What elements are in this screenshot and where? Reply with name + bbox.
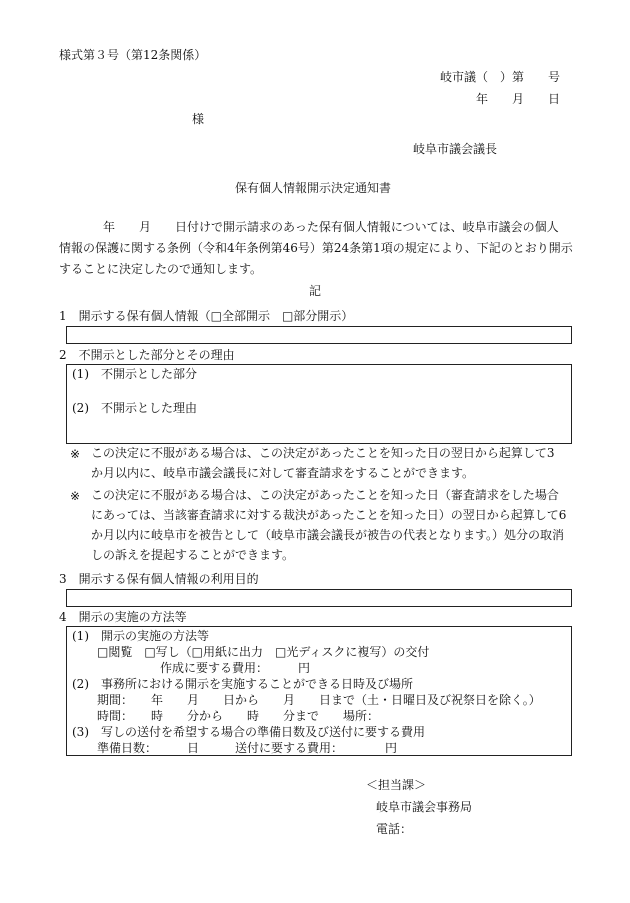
addressee-sama: 様: [192, 112, 205, 126]
section-4-line: (1) 開示の実施の方法等: [72, 629, 209, 643]
intro-line-1: 年 月 日付けで開示請求のあった保有個人情報については、岐阜市議会の個人: [103, 220, 559, 234]
note-2-line-3: か月以内に岐阜市を被告として（岐阜市議会議長が被告の代表となります。）処分の取消: [91, 528, 565, 542]
note-2-line-4: しの訴えを提起することができます。: [91, 548, 295, 562]
note-1-line-1: この決定に不服がある場合は、この決定があったことを知った日の翌日から起算して3: [91, 446, 555, 460]
note-1-line-2: か月以内に、岐阜市議会議長に対して審査請求をすることができます。: [91, 466, 475, 480]
note-2-line-2: にあっては、当該審査請求に対する裁決があったことを知った日）の翌日から起算して6: [91, 508, 567, 522]
document-number: 岐市議（ ）第 号: [440, 70, 561, 84]
contact-office: 岐阜市議会事務局: [376, 800, 473, 814]
section-3-box: [66, 589, 572, 607]
section-2-item-1: (1) 不開示とした部分: [72, 367, 197, 381]
section-4-line: 作成に要する費用： 円: [160, 661, 311, 675]
section-2-label: 2 不開示とした部分とその理由: [59, 348, 235, 362]
note-2-line-1: この決定に不服がある場合は、この決定があったことを知った日（審査請求をした場合: [91, 488, 559, 502]
intro-line-2: 情報の保護に関する条例（令和4年条例第46号）第24条第1項の規定により、下記のとおり開示: [59, 241, 573, 255]
contact-phone: 電話：: [376, 822, 413, 836]
section-4-line: □閲覧 □写し（□用紙に出力 □光ディスクに複写）の交付: [97, 645, 430, 659]
document-title: 保有個人情報開示決定通知書: [235, 181, 392, 195]
section-4-line: 時間： 時 分から 時 分まで 場所：: [97, 709, 380, 723]
section-3-label: 3 開示する保有個人情報の利用目的: [59, 572, 259, 586]
issuer-name: 岐阜市議会議長: [413, 142, 498, 156]
issue-date: 年 月 日: [476, 92, 561, 106]
section-4-line: (3) 写しの送付を希望する場合の準備日数及び送付に要する費用: [72, 725, 426, 739]
section-2-item-2: (2) 不開示とした理由: [72, 401, 197, 415]
note-1-mark: ※: [70, 447, 81, 461]
section-4-label: 4 開示の実施の方法等: [59, 610, 187, 624]
ki-heading: 記: [309, 284, 322, 298]
section-4-line: (2) 事務所における開示を実施することができる日時及び場所: [72, 677, 414, 691]
section-4-line: 準備日数： 日 送付に要する費用： 円: [97, 741, 398, 755]
contact-heading: ＜担当課＞: [366, 778, 427, 792]
section-1-label: 1 開示する保有個人情報（□全部開示 □部分開示）: [59, 309, 354, 323]
section-4-line: 期間： 年 月 日から 月 日まで（土・日曜日及び祝祭日を除く。）: [97, 693, 541, 707]
note-2: [91, 485, 577, 565]
note-2-mark: ※: [70, 489, 81, 503]
form-number: 様式第３号（第12条関係）: [59, 48, 207, 62]
section-1-box: [66, 326, 572, 344]
intro-line-3: することに決定したので通知します。: [59, 262, 263, 276]
note-1: [91, 443, 577, 483]
